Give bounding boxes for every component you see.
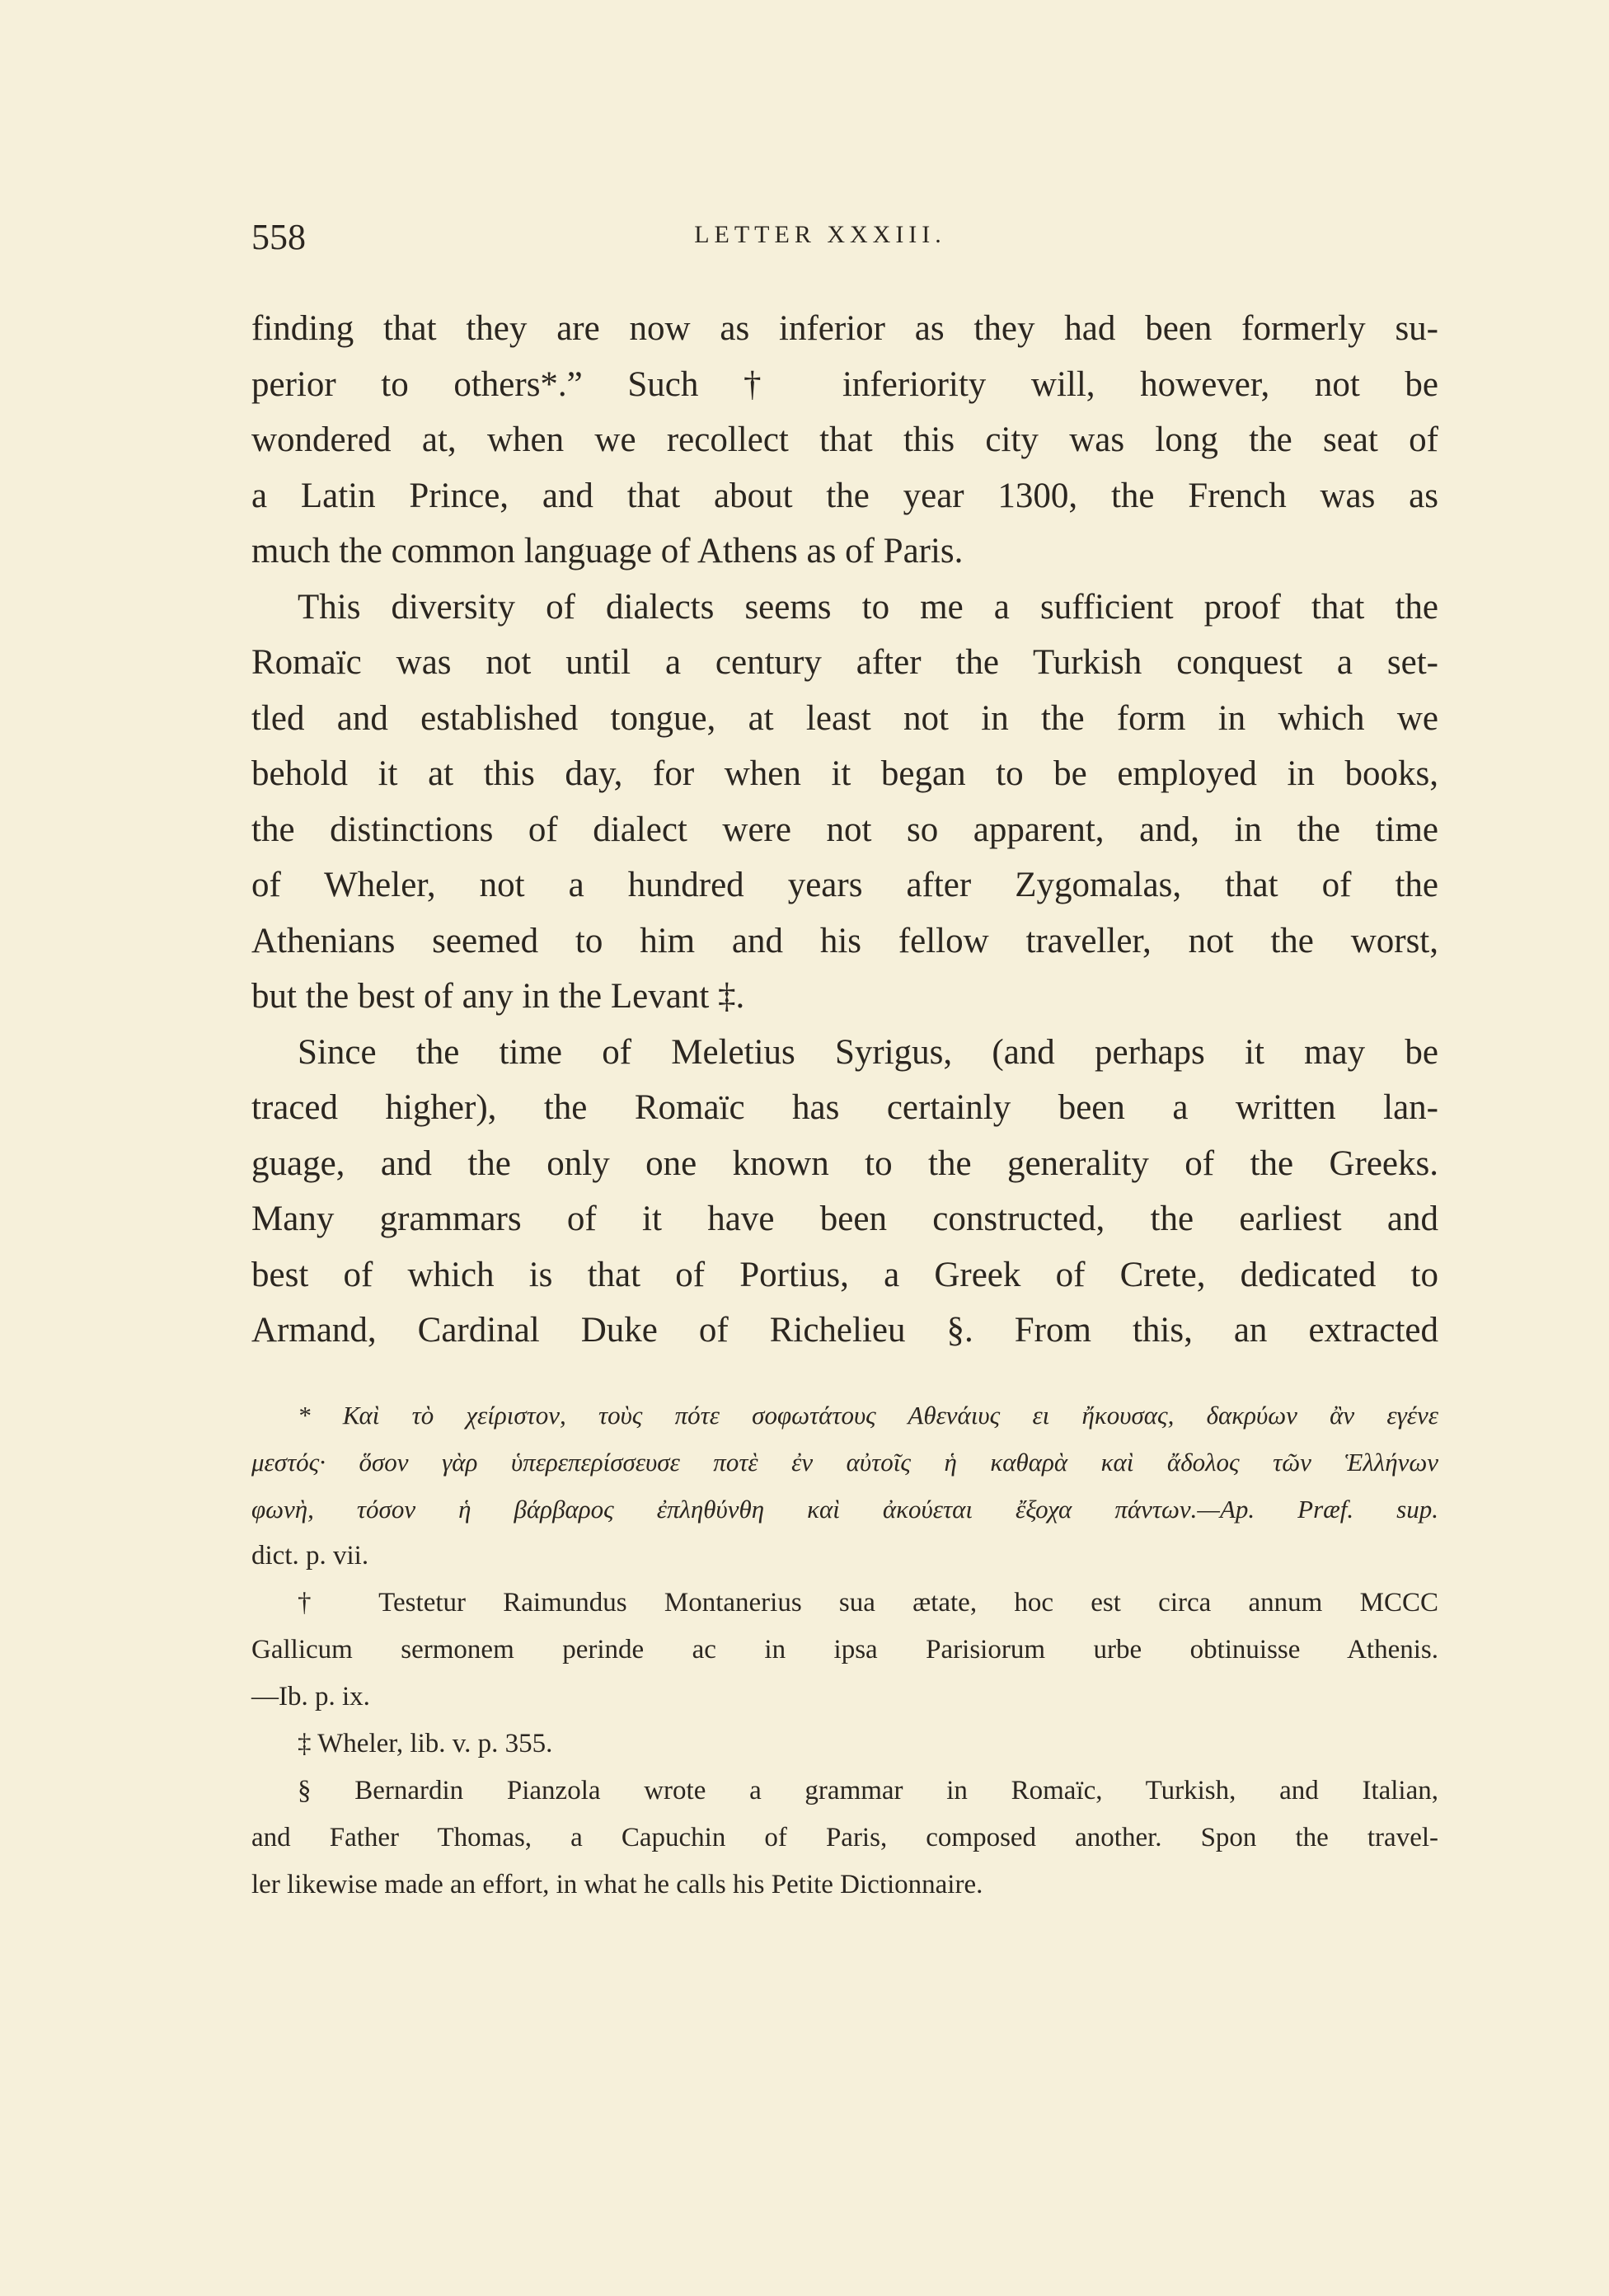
footnote-line: * Καὶ τὸ χείριστον, τοὺς πότε σοφωτάτους Αθενάιυς ει ἤκουσας, δακρύων ἂν εγένε — [298, 1401, 1438, 1430]
text-line: This diversity of dialects seems to me a sufficient proof that the — [298, 587, 1438, 627]
footnote-line: μεστός· ὅσον γὰρ ὑπερεπερίσσευσε ποτὲ ἐν αὐτοῖς ἡ καθαρὰ καὶ ἄδολος τῶν Ἑλλήνων — [251, 1448, 1438, 1477]
text-line: much the common language of Athens as of Paris. — [251, 532, 964, 570]
body-text — [251, 301, 1438, 1359]
text-line: wondered at, when we recollect that this city was long the seat of — [251, 420, 1438, 459]
running-title: LETTER XXXIII. — [694, 221, 946, 248]
text-line: guage, and the only one known to the generality of the Greeks. — [251, 1143, 1438, 1183]
text-line: Romaïc was not until a century after the Turkish conquest a set- — [251, 643, 1438, 682]
text-line: finding that they are now as inferior as they had been formerly su- — [251, 309, 1438, 348]
text-line: behold it at this day, for when it began to be employed in books, — [251, 754, 1438, 793]
text-line: traced higher), the Romaïc has certainly been a written lan- — [251, 1088, 1438, 1127]
footnote-line: φωνὴ, τόσον ἡ βάρβαρος ἐπληθύνθη καὶ ἀκούεται ἔξοχα πάντων.—Ap. Præf. sup. — [251, 1495, 1438, 1524]
page-number: 558 — [251, 217, 306, 257]
text-line: the distinctions of dialect were not so apparent, and, in the time — [251, 810, 1438, 849]
page-header — [251, 216, 1438, 265]
footnote-line: dict. p. vii. — [251, 1541, 369, 1571]
text-line: Since the time of Meletius Syrigus, (and perhaps it may be — [298, 1032, 1438, 1072]
footnote-line: ‡ Wheler, lib. v. p. 355. — [298, 1729, 553, 1758]
text-line: best of which is that of Portius, a Greek of Crete, dedicated to — [251, 1255, 1438, 1294]
footnote-line: —Ib. p. ix. — [251, 1682, 370, 1711]
text-line: a Latin Prince, and that about the year 1300, the French was as — [251, 476, 1438, 515]
text-line: of Wheler, not a hundred years after Zygomalas, that of the — [251, 866, 1438, 904]
text-line: perior to others*.” Such † inferiority will, however, not be — [251, 364, 1438, 404]
text-line: tled and established tongue, at least not in the form in which we — [251, 698, 1438, 738]
footnote-line: † Testetur Raimundus Montanerius sua ætate, hoc est circa annum MCCC — [298, 1588, 1438, 1618]
footnote-line: ler likewise made an effort, in what he calls his Petite Dictionnaire. — [251, 1870, 983, 1899]
footnotes — [251, 1392, 1438, 1909]
text-line: Many grammars of it have been constructed, the earliest and — [251, 1200, 1438, 1238]
footnote-line: Gallicum sermonem perinde ac in ipsa Parisiorum urbe obtinuisse Athenis. — [251, 1635, 1438, 1664]
footnote-line: § Bernardin Pianzola wrote a grammar in Romaïc, Turkish, and Italian, — [298, 1776, 1438, 1805]
text-line: but the best of any in the Levant ‡. — [251, 977, 745, 1016]
footnote-line: and Father Thomas, a Capuchin of Paris, composed another. Spon the travel- — [251, 1823, 1438, 1852]
text-line: Armand, Cardinal Duke of Richelieu §. From this, an extracted — [251, 1311, 1438, 1350]
text-line: Athenians seemed to him and his fellow traveller, not the worst, — [251, 921, 1438, 960]
